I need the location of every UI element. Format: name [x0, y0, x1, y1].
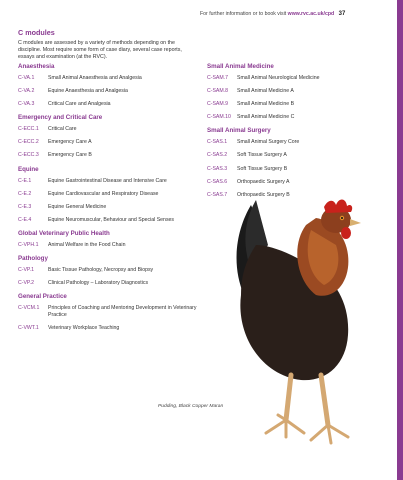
module-code: C-VA.2 [18, 88, 35, 95]
module-row [18, 191, 198, 198]
module-code: C-SAM.10 [207, 114, 231, 121]
intro-block [18, 28, 193, 61]
module-code: C-VA.3 [18, 101, 35, 108]
module-row [18, 204, 198, 211]
module-name: Small Animal Medicine B [237, 101, 295, 108]
module-name: Veterinary Workplace Teaching [48, 324, 120, 331]
module-section [207, 63, 397, 121]
module-row [18, 305, 198, 318]
section-title: General Practice [18, 293, 67, 301]
left-column [18, 63, 198, 338]
module-name: Emergency Care B [48, 152, 92, 159]
hen-photo [196, 185, 371, 450]
module-code: C-VP.1 [18, 267, 35, 274]
module-name: Small Animal Medicine C [237, 114, 295, 121]
module-section [18, 114, 198, 159]
module-row [18, 75, 198, 82]
intro-title: C modules [18, 28, 55, 37]
module-row [207, 88, 397, 95]
module-name: Small Animal Anaesthesia and Analgesia [48, 75, 142, 81]
module-code: C-E.2 [18, 190, 32, 197]
module-section [18, 293, 198, 331]
module-row [18, 126, 198, 133]
module-code: C-ECC.1 [18, 126, 39, 133]
module-code: C-SAS.6 [207, 178, 228, 185]
module-row [18, 152, 198, 159]
module-row [207, 75, 397, 82]
module-name: Critical Care and Analgesia [48, 101, 111, 108]
module-row [18, 178, 198, 185]
section-title: Emergency and Critical Care [18, 114, 103, 122]
section-title: Global Veterinary Public Health [18, 229, 110, 237]
module-section [18, 166, 198, 224]
section-title: Anaesthesia [18, 63, 55, 70]
module-row [207, 114, 397, 121]
module-code: C-SAM.9 [207, 101, 229, 108]
module-code: C-VPH.1 [18, 241, 39, 248]
module-section [18, 230, 198, 249]
module-name: Animal Welfare in the Food Chain [48, 241, 126, 248]
module-name: Orthopaedic Surgery B [237, 191, 290, 198]
module-name: Orthopaedic Surgery A [237, 178, 290, 185]
module-code: C-VP.2 [18, 280, 35, 287]
module-section [18, 63, 198, 108]
header-prefix: For further information or to book visit [200, 11, 287, 17]
module-code: C-SAS.3 [207, 165, 228, 172]
section-title: Small Animal Surgery [207, 127, 271, 135]
module-name: Critical Care [48, 126, 77, 133]
module-name: Small Animal Medicine A [237, 88, 294, 95]
module-name: Equine General Medicine [48, 203, 107, 210]
section-title: Equine [18, 165, 39, 173]
module-row [207, 152, 397, 159]
module-section [18, 255, 198, 287]
module-code: C-VCM.1 [18, 305, 40, 312]
module-code: C-VA.1 [18, 75, 35, 81]
module-row [18, 325, 198, 332]
page-number: 37 [338, 11, 346, 17]
module-code: C-SAS.2 [207, 152, 228, 159]
module-code: C-E.1 [18, 177, 32, 184]
module-name: Emergency Care A [48, 139, 92, 146]
module-row [18, 88, 198, 95]
intro-text: C modules are assessed by a variety of methods depending on the discipline. Most require some form of case diary, several case reports, essays and examination (at the RVC). [18, 40, 182, 60]
module-row [207, 166, 397, 173]
section-title: Pathology [18, 255, 48, 263]
module-code: C-SAM.8 [207, 88, 229, 95]
module-name: Equine Cardiovascular and Respiratory Disease [48, 190, 159, 197]
module-code: C-ECC.2 [18, 139, 39, 146]
right-column [207, 63, 397, 205]
module-row [18, 267, 198, 274]
header-url-link[interactable]: www.rvc.ac.uk/cpd [287, 11, 335, 17]
module-row [18, 280, 198, 287]
page-edge-bar [397, 0, 403, 480]
module-name: Soft Tissue Surgery A [237, 152, 287, 159]
module-code: C-E.4 [18, 216, 32, 223]
module-row [18, 139, 198, 146]
module-row [18, 217, 198, 224]
module-code: C-SAS.1 [207, 139, 228, 146]
module-row [207, 139, 397, 146]
module-name: Equine Anaesthesia and Analgesia [48, 88, 128, 95]
page-header [200, 11, 388, 17]
module-code: C-VWT.1 [18, 324, 39, 331]
module-name: Small Animal Neurological Medicine [237, 75, 320, 81]
module-row [18, 242, 198, 249]
module-name: Principles of Coaching and Mentoring Development in Veterinary Practice [48, 305, 197, 318]
module-name: Soft Tissue Surgery B [237, 165, 288, 172]
module-name: Equine Neuromuscular, Behaviour and Special Senses [48, 216, 175, 223]
module-code: C-E.3 [18, 203, 32, 210]
module-code: C-ECC.3 [18, 152, 39, 159]
section-title: Small Animal Medicine [207, 63, 274, 70]
module-code: C-SAM.7 [207, 75, 229, 81]
module-row [207, 101, 397, 108]
photo-caption: Pudding, Black Copper Maran [158, 404, 224, 409]
module-row [18, 101, 198, 108]
module-name: Small Animal Surgery Core [237, 139, 300, 146]
module-name: Basic Tissue Pathology, Necropsy and Biopsy [48, 267, 154, 274]
module-name: Equine Gastrointestinal Disease and Intensive Care [48, 177, 167, 184]
module-code: C-SAS.7 [207, 191, 228, 198]
module-name: Clinical Pathology – Laboratory Diagnostics [48, 280, 149, 287]
